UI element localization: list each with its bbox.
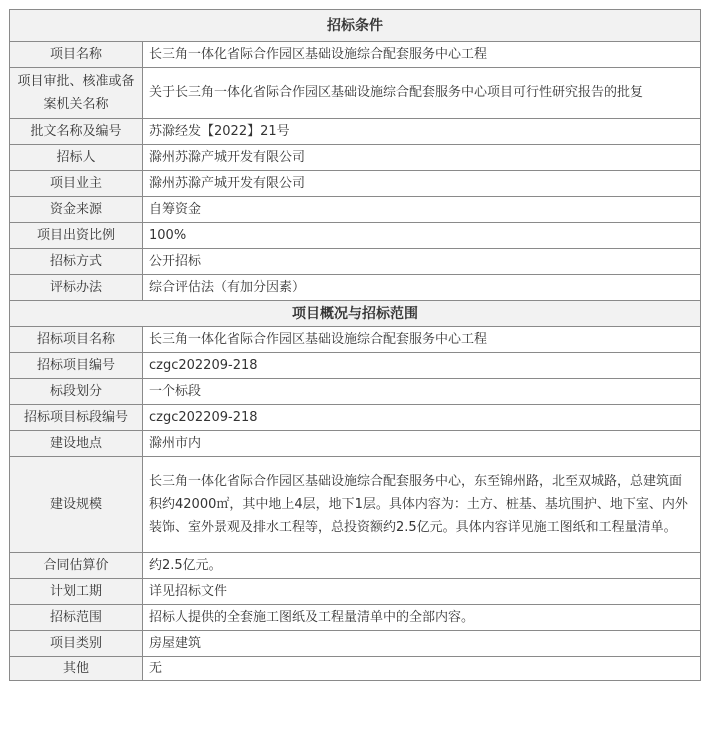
table-row — [10, 68, 701, 119]
table-row — [10, 119, 701, 145]
row-label: 计划工期 — [10, 579, 143, 605]
section-header-project-overview — [10, 301, 701, 327]
table-row — [10, 579, 701, 605]
table-row — [10, 171, 701, 197]
table-row — [10, 657, 701, 681]
row-label: 项目业主 — [10, 171, 143, 197]
row-label: 项目出资比例 — [10, 223, 143, 249]
row-value: 自筹资金 — [143, 197, 701, 223]
table-row — [10, 223, 701, 249]
row-value: 招标人提供的全套施工图纸及工程量清单中的全部内容。 — [143, 605, 701, 631]
row-value: 苏滁经发【2022】21号 — [143, 119, 701, 145]
row-value: 滁州市内 — [143, 431, 701, 457]
row-value: czgc202209-218 — [143, 405, 701, 431]
row-label: 项目审批、核准或备案机关名称 — [10, 68, 143, 119]
row-label: 招标范围 — [10, 605, 143, 631]
row-value: 滁州苏滁产城开发有限公司 — [143, 145, 701, 171]
row-label: 招标项目标段编号 — [10, 405, 143, 431]
row-label: 建设地点 — [10, 431, 143, 457]
row-label: 项目类别 — [10, 631, 143, 657]
section-title: 招标条件 — [10, 10, 701, 42]
row-value: 详见招标文件 — [143, 579, 701, 605]
table-row — [10, 405, 701, 431]
table-row — [10, 605, 701, 631]
table-row — [10, 327, 701, 353]
row-value: 滁州苏滁产城开发有限公司 — [143, 171, 701, 197]
table-row — [10, 431, 701, 457]
table-row — [10, 275, 701, 301]
table-row — [10, 353, 701, 379]
tender-info-table-container — [9, 9, 700, 681]
row-value: 公开招标 — [143, 249, 701, 275]
row-value: 长三角一体化省际合作园区基础设施综合配套服务中心，东至锦州路，北至双城路，总建筑面积约42000㎡，其中地上4层，地下1层。具体内容为：土方、桩基、基坑围护、地下室、内外装饰、室外景观及排水工程等，总投资额约2.5亿元。具体内容详见施工图纸和工程量清单。 — [143, 457, 701, 553]
row-label: 招标项目名称 — [10, 327, 143, 353]
table-row — [10, 197, 701, 223]
row-value: 长三角一体化省际合作园区基础设施综合配套服务中心工程 — [143, 327, 701, 353]
row-value: 综合评估法（有加分因素） — [143, 275, 701, 301]
section-header-tender-conditions — [10, 10, 701, 42]
table-row — [10, 379, 701, 405]
row-label: 批文名称及编号 — [10, 119, 143, 145]
table-row — [10, 457, 701, 553]
table-row — [10, 553, 701, 579]
row-label: 其他 — [10, 657, 143, 681]
row-value: 关于长三角一体化省际合作园区基础设施综合配套服务中心项目可行性研究报告的批复 — [143, 68, 701, 119]
tender-info-table — [9, 9, 701, 681]
table-row — [10, 42, 701, 68]
row-value: 长三角一体化省际合作园区基础设施综合配套服务中心工程 — [143, 42, 701, 68]
row-value: 无 — [143, 657, 701, 681]
row-label: 评标办法 — [10, 275, 143, 301]
table-row — [10, 631, 701, 657]
row-label: 标段划分 — [10, 379, 143, 405]
row-label: 招标方式 — [10, 249, 143, 275]
row-value: czgc202209-218 — [143, 353, 701, 379]
table-row — [10, 249, 701, 275]
row-label: 建设规模 — [10, 457, 143, 553]
row-label: 招标项目编号 — [10, 353, 143, 379]
row-value: 一个标段 — [143, 379, 701, 405]
row-label: 资金来源 — [10, 197, 143, 223]
row-label: 项目名称 — [10, 42, 143, 68]
row-value: 100% — [143, 223, 701, 249]
row-label: 合同估算价 — [10, 553, 143, 579]
section-title: 项目概况与招标范围 — [10, 301, 701, 327]
row-value: 房屋建筑 — [143, 631, 701, 657]
table-row — [10, 145, 701, 171]
row-label: 招标人 — [10, 145, 143, 171]
row-value: 约2.5亿元。 — [143, 553, 701, 579]
